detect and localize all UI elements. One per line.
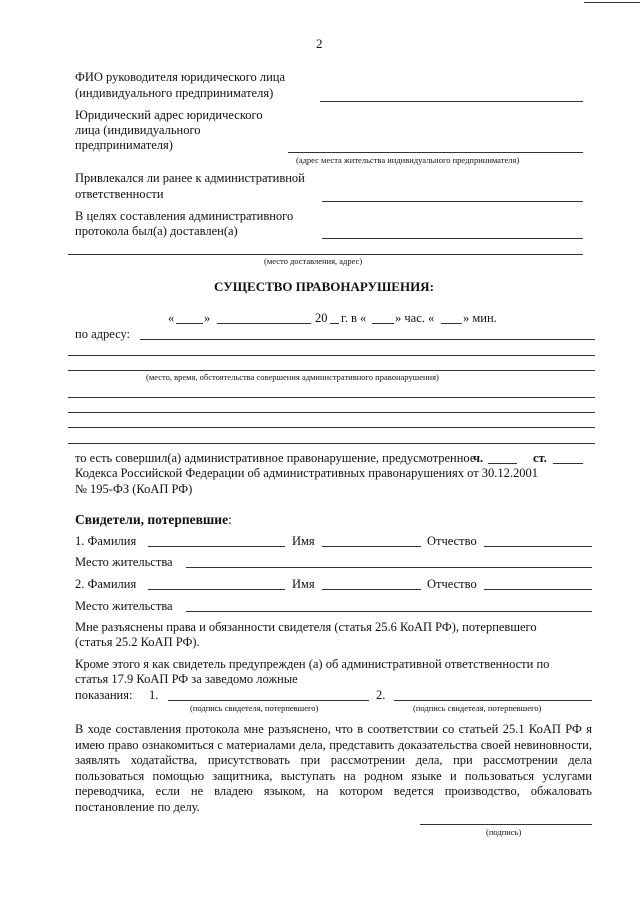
witness-1-name-field[interactable]	[322, 546, 421, 547]
rights-text: Мне разъяснены права и обязанности свидетеля (статья 25.6 КоАП РФ), потерпевшего	[75, 620, 537, 634]
witness-1-signature-field[interactable]	[168, 700, 369, 701]
witness-2-residence-field[interactable]	[186, 611, 592, 612]
year-field[interactable]	[330, 323, 339, 324]
prior-liability-label-2: ответственности	[75, 187, 164, 201]
date-open-quote: «	[168, 311, 175, 325]
legal-address-label-2: лица (индивидуального	[75, 123, 201, 137]
testimony-number-1: 1.	[149, 688, 159, 702]
year-suffix: г. в «	[341, 311, 367, 325]
witness-2-surname-field[interactable]	[148, 589, 285, 590]
signature-caption: (подпись)	[486, 827, 522, 837]
hour-suffix: » час. «	[395, 311, 435, 325]
witness-1-patronymic-label: Отчество	[427, 534, 477, 548]
corner-mark	[584, 2, 640, 3]
witness-2-surname-label: 2. Фамилия	[75, 577, 137, 591]
witness-2-residence-label: Место жительства	[75, 599, 173, 613]
delivery-field[interactable]	[322, 238, 583, 239]
witness-1-residence-label: Место жительства	[75, 555, 173, 569]
article-field[interactable]	[553, 463, 583, 464]
circumstances-field-3[interactable]	[68, 427, 595, 428]
rights-text-2: (статья 25.2 КоАП РФ).	[75, 635, 200, 649]
address-field[interactable]	[140, 339, 595, 340]
delivery-caption: (место доставления, адрес)	[264, 256, 363, 266]
prior-liability-field[interactable]	[322, 201, 583, 202]
witness-1-patronymic-field[interactable]	[484, 546, 592, 547]
part-field[interactable]	[488, 463, 517, 464]
page-number: 2	[316, 36, 323, 51]
witnesses-heading	[75, 512, 232, 527]
address-field-3[interactable]	[68, 370, 595, 371]
circumstances-field-4[interactable]	[68, 443, 595, 444]
prior-liability-label: Привлекался ли ранее к административной	[75, 171, 305, 185]
witness-1-surname-field[interactable]	[148, 546, 285, 547]
day-field[interactable]	[176, 323, 203, 324]
warning-text: Кроме этого я как свидетель предупрежден (а) об административной ответственности по	[75, 657, 550, 671]
manager-fio-label: ФИО руководителя юридического лица	[75, 70, 286, 84]
circumstances-field-1[interactable]	[68, 397, 595, 398]
delivery-label-2: протокола был(а) доставлен(а)	[75, 224, 238, 238]
rights-paragraph: В ходе составления протокола мне разъяснено, что в соответствии со статьей 25.1 КоАП РФ я имею право ознакомиться с материалами дела, представить доказательства своей невиновности, заявлять ходатайства, присутствовать при рассмотрении дела, при рассмотрении дела пользоваться помощью защитника, выступать на родном языке и пользоваться услугами переводчика, если не владею языком, на котором ведется производство, обжаловать постановление по делу.	[75, 722, 592, 814]
testimony-number-2: 2.	[376, 688, 386, 702]
witness-2-name-label: Имя	[292, 577, 315, 591]
witness-2-name-field[interactable]	[322, 589, 421, 590]
witnesses-heading-colon: :	[228, 512, 232, 527]
offense-law-number: № 195-ФЗ (КоАП РФ)	[75, 482, 193, 496]
month-field[interactable]	[217, 323, 311, 324]
delivery-field-2[interactable]	[68, 254, 583, 255]
legal-address-label: Юридический адрес юридического	[75, 108, 263, 122]
witness-2-signature-caption: (подпись свидетеля, потерпевшего)	[413, 703, 542, 713]
manager-fio-field[interactable]	[320, 101, 583, 102]
witness-1-surname-label: 1. Фамилия	[75, 534, 137, 548]
year-prefix: 20	[315, 311, 328, 325]
offense-text: то есть совершил(а) административное правонарушение, предусмотренное	[75, 451, 476, 465]
witnesses-heading-text: Свидетели, потерпевшие	[75, 512, 229, 527]
address-label: по адресу:	[75, 327, 131, 341]
part-label: ч.	[473, 451, 484, 465]
witness-1-residence-field[interactable]	[186, 567, 592, 568]
legal-address-caption: (адрес места жительства индивидуального предпринимателя)	[296, 155, 520, 165]
legal-address-label-3: предпринимателя)	[75, 138, 173, 152]
hour-field[interactable]	[372, 323, 394, 324]
witness-1-name-label: Имя	[292, 534, 315, 548]
date-close-quote: »	[204, 311, 211, 325]
testimony-label: показания:	[75, 688, 133, 702]
manager-fio-label-2: (индивидуального предпринимателя)	[75, 86, 274, 100]
article-label: ст.	[533, 451, 547, 465]
signature-field[interactable]	[420, 824, 592, 825]
essence-heading: СУЩЕСТВО ПРАВОНАРУШЕНИЯ:	[214, 279, 434, 294]
circumstances-caption: (место, время, обстоятельства совершения административного правонарушения)	[146, 372, 439, 382]
delivery-label: В целях составления административного	[75, 209, 294, 223]
minute-suffix: » мин.	[463, 311, 497, 325]
circumstances-field-2[interactable]	[68, 412, 595, 413]
legal-address-field[interactable]	[288, 152, 583, 153]
address-field-2[interactable]	[68, 355, 595, 356]
offense-code-text: Кодекса Российской Федерации об административных правонарушениях от 30.12.2001	[75, 466, 539, 480]
witness-1-signature-caption: (подпись свидетеля, потерпевшего)	[190, 703, 319, 713]
witness-2-patronymic-field[interactable]	[484, 589, 592, 590]
minute-field[interactable]	[441, 323, 462, 324]
witness-2-patronymic-label: Отчество	[427, 577, 477, 591]
witness-2-signature-field[interactable]	[394, 700, 592, 701]
warning-text-2: статья 17.9 КоАП РФ за заведомо ложные	[75, 672, 298, 686]
